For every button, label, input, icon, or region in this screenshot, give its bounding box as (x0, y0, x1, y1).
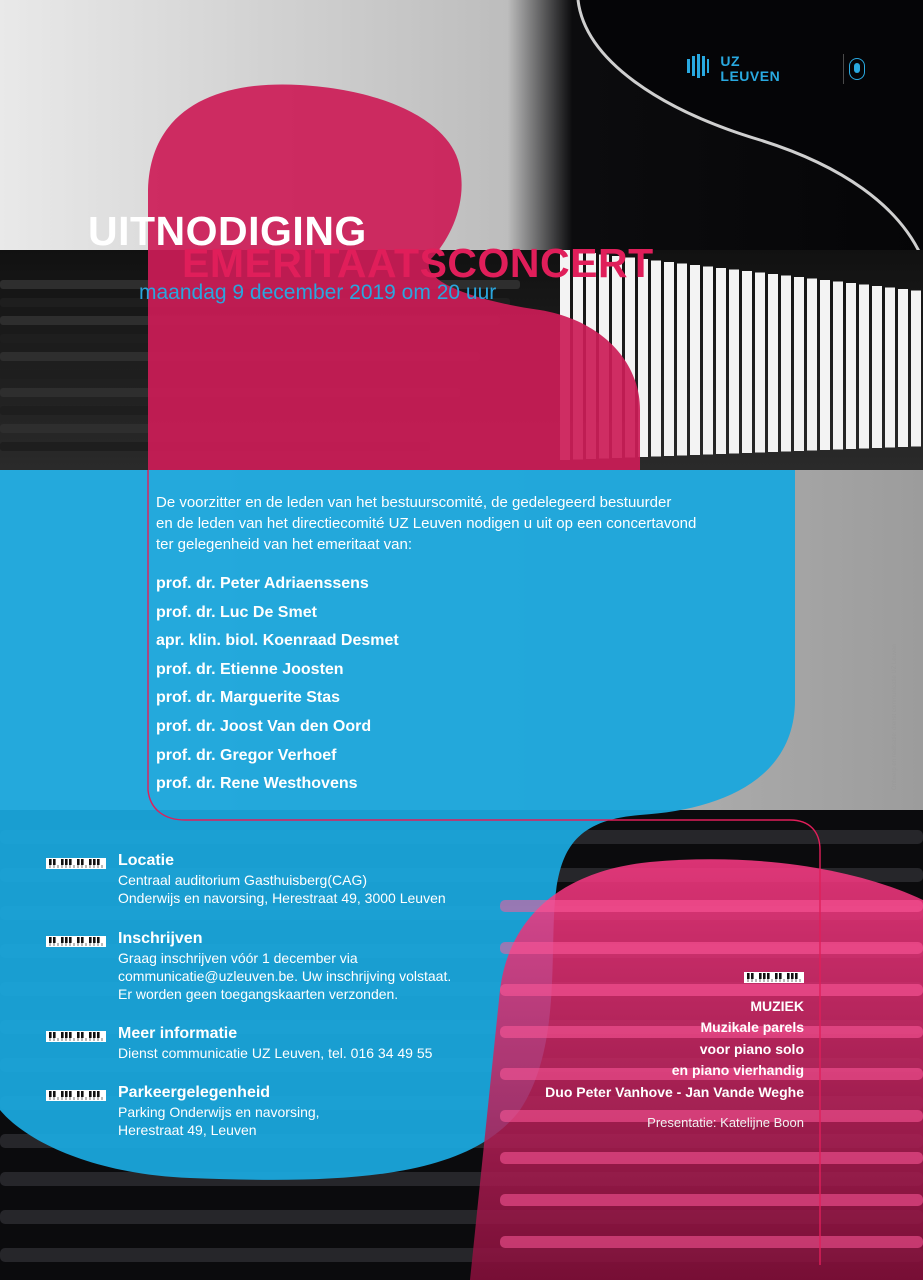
phone-text: Dienst communicatie UZ Leuven, tel. 016 34 49 55 (118, 1045, 433, 1061)
emeritus-name: prof. dr. Etienne Joosten (156, 660, 344, 678)
piano-keyboard-icon (46, 934, 106, 952)
info-line: Parking Onderwijs en navorsing, (118, 1104, 320, 1120)
info-line: Er worden geen toegangskaarten verzonden. (118, 986, 399, 1002)
logo-line-1: UZ (720, 53, 741, 69)
info-body (118, 1103, 320, 1139)
emeritus-name: prof. dr. Rene Westhovens (156, 775, 358, 793)
logo-line-2: LEUVEN (720, 68, 781, 84)
emeritus-name: apr. klin. biol. Koenraad Desmet (156, 632, 399, 650)
muziek-line: Duo Peter Vanhove - Jan Vande Weghe (545, 1084, 804, 1101)
muziek-block (545, 970, 804, 1132)
muziek-line: Muzikale parels (700, 1019, 804, 1035)
seal-core (854, 63, 860, 73)
info-body (118, 871, 446, 907)
piano-keyboard-icon (46, 1029, 106, 1047)
info-line: Herestraat 49, Leuven (118, 1122, 257, 1138)
intro-line: en de leden van het directiecomité UZ Leuven nodigen u uit op een concertavond (156, 515, 697, 532)
title-uitnodiging: UITNODIGING (88, 208, 367, 254)
emeritus-name: prof. dr. Marguerite Stas (156, 689, 341, 707)
info-body (118, 1044, 432, 1062)
intro-text (156, 492, 766, 555)
side-credit: Ontwerp en realisatie: dienst communicatie UZ Leuven (892, 644, 898, 790)
emeritus-name: prof. dr. Joost Van den Oord (156, 717, 372, 735)
info-line: Onderwijs en navorsing, Herestraat 49, 3000 Leuven (118, 890, 446, 906)
logo-divider (843, 54, 844, 84)
email-text: communicatie@uzleuven.be. Uw inschrijving volstaat. (118, 968, 452, 984)
info-heading: Locatie (118, 852, 175, 869)
emeritus-name: prof. dr. Gregor Verhoef (156, 746, 337, 764)
title-emeritaatsconcert: EMERITAATSCONCERT (182, 240, 654, 286)
emeritus-name: prof. dr. Luc De Smet (156, 603, 317, 621)
intro-line: De voorzitter en de leden van het bestuurscomité, de gedelegeerd bestuurder (156, 494, 672, 511)
muziek-line: voor piano solo (699, 1040, 804, 1057)
piano-keyboard-icon (744, 970, 804, 988)
info-line: Centraal auditorium Gasthuisberg(CAG) (118, 872, 367, 888)
intro-line: ter gelegenheid van het emeritaat van: (156, 536, 413, 553)
info-heading: Inschrijven (118, 930, 203, 947)
uz-leuven-logo (686, 54, 780, 84)
piano-keyboard-icon (46, 1088, 106, 1106)
muziek-line: en piano vierhandig (671, 1062, 804, 1079)
info-line: Graag inschrijven vóór 1 december via (118, 950, 358, 966)
event-date: maandag 9 december 2019 om 20 uur (139, 281, 497, 304)
muziek-heading: MUZIEK (750, 998, 804, 1014)
emeriti-list (156, 574, 399, 803)
piano-keyboard-icon (46, 856, 106, 874)
emeritus-name: prof. dr. Peter Adriaenssens (156, 575, 369, 592)
info-heading: Parkeergelegenheid (118, 1084, 271, 1101)
info-body (118, 949, 451, 1003)
uz-leuven-logo-icon (686, 54, 710, 83)
info-heading: Meer informatie (118, 1025, 238, 1042)
presentatie-text: Presentatie: Katelijne Boon (647, 1114, 804, 1130)
